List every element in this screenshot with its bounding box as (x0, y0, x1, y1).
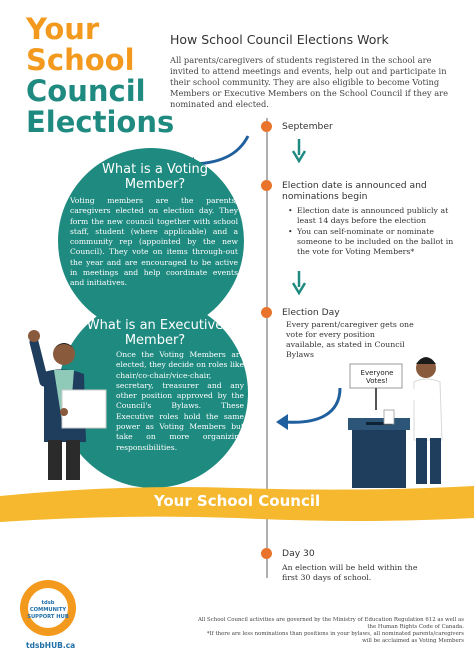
title-line-3: Council (26, 74, 146, 108)
logo-text-3: SUPPORT HUB (27, 614, 69, 620)
timeline-announce-list (288, 206, 464, 258)
timeline-dot (261, 548, 272, 559)
down-arrow-icon (292, 271, 306, 295)
timeline-september: September (282, 121, 333, 132)
footnote (196, 617, 464, 645)
timeline-election-day-label: Election Day (282, 307, 340, 318)
title-line-2: School (26, 43, 135, 77)
title-line-4: Elections (26, 105, 175, 139)
down-arrow-icon (292, 139, 306, 163)
logo-text-1: tdsb (41, 600, 55, 606)
timeline-day30-label: Day 30 (282, 548, 315, 559)
timeline-dot (261, 180, 272, 191)
logo-url: tdsbHUB.ca (26, 641, 76, 650)
timeline-announce-label: Election date is announced and nominations begin (282, 180, 427, 202)
executive-member-text: Once the Voting Members are elected, they decide on roles like chair/co-chair/vice-chair, secretary, treasurer and any other position approved by the Council's Bylaws. These Executive roles hold the same power as Voting Members but take on more organizing responsibilities. (116, 350, 244, 452)
logo-text-2: COMMUNITY (29, 607, 67, 613)
timeline-dot (261, 121, 272, 132)
footnote-line-2: *If there are less nominations than positions in your bylaws, all nominated parents/caregivers will be acclaimed as Voting Members (206, 631, 464, 644)
voting-member-text: Voting members are the parents/ caregivers elected on election day. They form the new council together with school staff, student (where applicable) and a community rep (appointed by the new Council). They vote on items through-out the year and are encouraged to be active in meetings and help coordinate events and initiatives. (70, 196, 238, 288)
banner-title: Your School Council (153, 492, 321, 510)
list-item: • Election date is announced publicly at least 14 days before the election (288, 206, 464, 226)
footnote-line-1: All School Council activities are governed by the Ministry of Education Regulation 612 as well as the Human Rights Code of Canada. (197, 617, 464, 630)
timeline-dot (261, 307, 272, 318)
left-arrow-icon (272, 384, 344, 436)
list-item: • You can self-nominate or nominate someone to be included on the ballot in the vote for Voting Members* (288, 227, 464, 257)
page-title (26, 14, 176, 138)
intro-heading: How School Council Elections Work (170, 32, 389, 47)
timeline-day30-text: An election will be held within the first 30 days of school. (282, 563, 418, 582)
everyone-votes-sign: Everyone Votes! (360, 369, 394, 385)
person-with-sign-illustration (14, 322, 114, 484)
executive-member-heading: What is an Executive Member? (86, 318, 224, 348)
intro-text: All parents/caregivers of students registered in the school are invited to attend meetings and events, help out and participate in their school community. They are also eligible to become Voting Members or Executive Members on the School Council if they are nominated and elected. (170, 55, 449, 109)
timeline-election-day-text: Every parent/caregiver gets one vote for every position available, as stated in Council Bylaws (286, 320, 414, 359)
voting-member-heading: What is a Voting Member? (102, 162, 208, 192)
title-line-1: Your (26, 12, 100, 46)
